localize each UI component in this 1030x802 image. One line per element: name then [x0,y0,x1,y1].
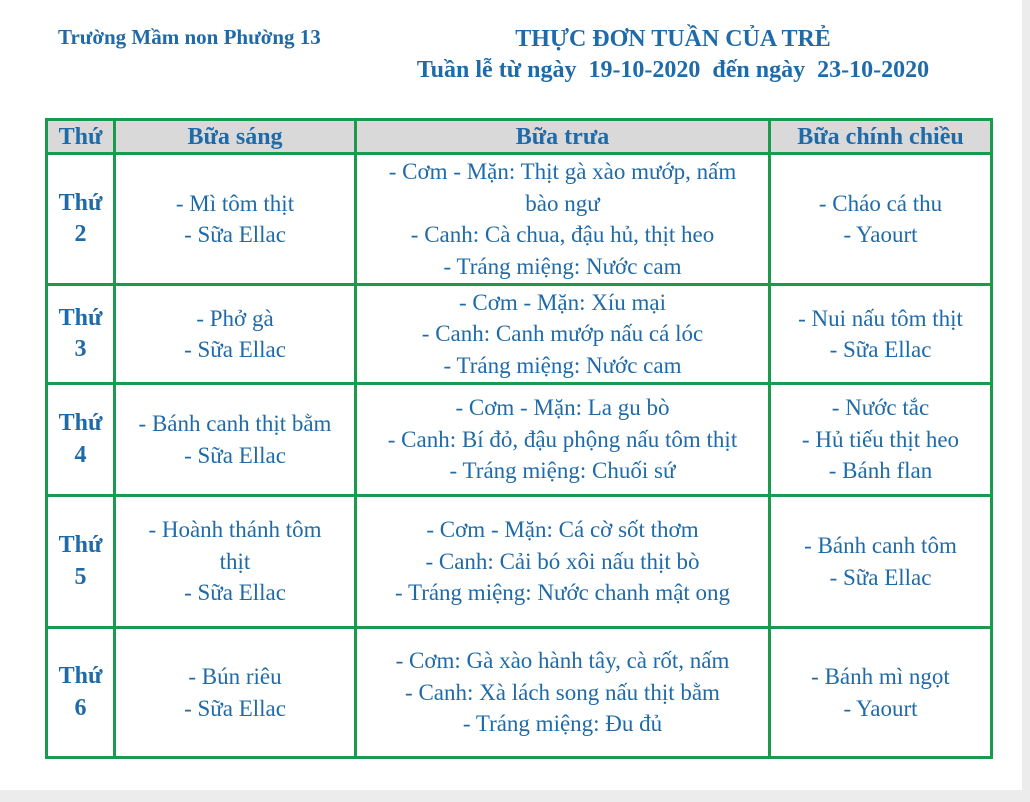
menu-item: - Cơm - Mặn: Cá cờ sốt thơm [426,517,699,543]
day-label: Thứ [58,189,103,216]
lunch-cell [356,628,770,758]
day-label: 5 [74,563,87,590]
menu-title: THỰC ĐƠN TUẦN CỦA TRẺ [515,26,831,52]
afternoon-cell [770,628,992,758]
table-row [47,154,992,285]
day-label: Thứ [58,304,103,331]
menu-item: - Nui nấu tôm thịt [798,305,963,331]
menu-item: - Mì tôm thịt [175,190,295,216]
menu-item: - Tráng miệng: Đu đủ [462,711,663,737]
day-cell [47,496,115,628]
menu-item: - Cơm - Mặn: Xíu mại [459,289,666,315]
menu-item: - Cơm: Gà xào hành tây, cà rốt, nấm [395,648,730,674]
weekly-menu-table [45,118,993,759]
table-row [47,285,992,384]
menu-item: - Cháo cá thu [818,190,943,216]
col-header-breakfast: Bữa sáng [115,120,356,154]
breakfast-cell [115,154,356,285]
menu-item: - Sữa Ellac [184,337,286,362]
afternoon-cell [770,285,992,384]
menu-item: - Canh: Xà lách song nấu thịt bằm [405,679,720,705]
menu-item: - Bánh flan [828,458,933,484]
breakfast-cell [115,628,356,758]
menu-item: - Yaourt [843,222,918,247]
menu-item: - Sữa Ellac [184,442,286,468]
table-header-row [47,120,992,154]
menu-item: thịt [219,548,251,574]
menu-item: - Cơm - Mặn: La gu bò [455,395,670,421]
menu-item: - Tráng miệng: Nước cam [443,253,682,279]
menu-item: - Tráng miệng: Chuối sứ [449,458,676,484]
col-header-lunch: Bữa trưa [356,120,770,154]
menu-item: - Bánh mì ngọt [811,664,950,689]
menu-item: - Hoành thánh tôm [148,517,322,543]
menu-item: - Yaourt [843,695,918,721]
table-row [47,496,992,628]
lunch-cell [356,496,770,628]
table-body [47,154,992,758]
day-label: Thứ [58,532,103,558]
day-cell [47,154,115,285]
menu-item: - Canh: Cải bó xôi nấu thịt bò [425,548,700,574]
menu-item: - Phở gà [196,305,274,331]
lunch-cell [356,384,770,496]
day-cell [47,384,115,496]
menu-item: - Canh: Cà chua, đậu hủ, thịt heo [410,222,715,247]
menu-item: - Canh: Canh mướp nấu cá lóc [421,321,704,347]
week-range: Tuần lễ từ ngày 19-10-2020 đến ngày 23-10-2020 [416,57,930,83]
menu-item: - Bún riêu [188,664,282,689]
table-row [47,628,992,758]
day-label: Thứ [58,410,103,436]
col-header-day: Thứ [47,120,115,154]
school-name: Trường Mầm non Phường 13 [58,25,321,49]
day-cell [47,628,115,758]
table-row [47,384,992,496]
menu-item: - Bánh canh thịt bằm [138,411,332,436]
breakfast-cell [115,496,356,628]
day-label: 4 [74,441,87,468]
day-label: 3 [74,336,87,362]
menu-item: - Cơm - Mặn: Thịt gà xào mướp, nấm [388,159,737,184]
menu-item: - Tráng miệng: Nước cam [443,352,682,378]
lunch-cell [356,154,770,285]
lunch-cell [356,285,770,384]
day-label: Thứ [58,663,103,689]
afternoon-cell [770,384,992,496]
day-cell [47,285,115,384]
menu-item: - Nước tắc [831,395,930,421]
menu-item: - Sữa Ellac [184,580,286,606]
menu-item: - Tráng miệng: Nước chanh mật ong [394,580,731,606]
menu-item: bào ngư [525,190,600,216]
menu-item: - Canh: Bí đỏ, đậu phộng nấu tôm thịt [387,426,738,452]
afternoon-cell [770,154,992,285]
menu-item: - Sữa Ellac [184,695,286,721]
title-block [398,24,948,86]
menu-item: - Bánh canh tôm [804,533,957,558]
breakfast-cell [115,285,356,384]
menu-item: - Hủ tiếu thịt heo [801,426,960,452]
day-label: 6 [74,694,87,721]
menu-item: - Sữa Ellac [829,564,932,590]
col-header-afternoon: Bữa chính chiều [770,120,992,154]
day-label: 2 [74,221,87,247]
afternoon-cell [770,496,992,628]
menu-item: - Sữa Ellac [829,337,932,362]
menu-item: - Sữa Ellac [184,222,286,247]
breakfast-cell [115,384,356,496]
